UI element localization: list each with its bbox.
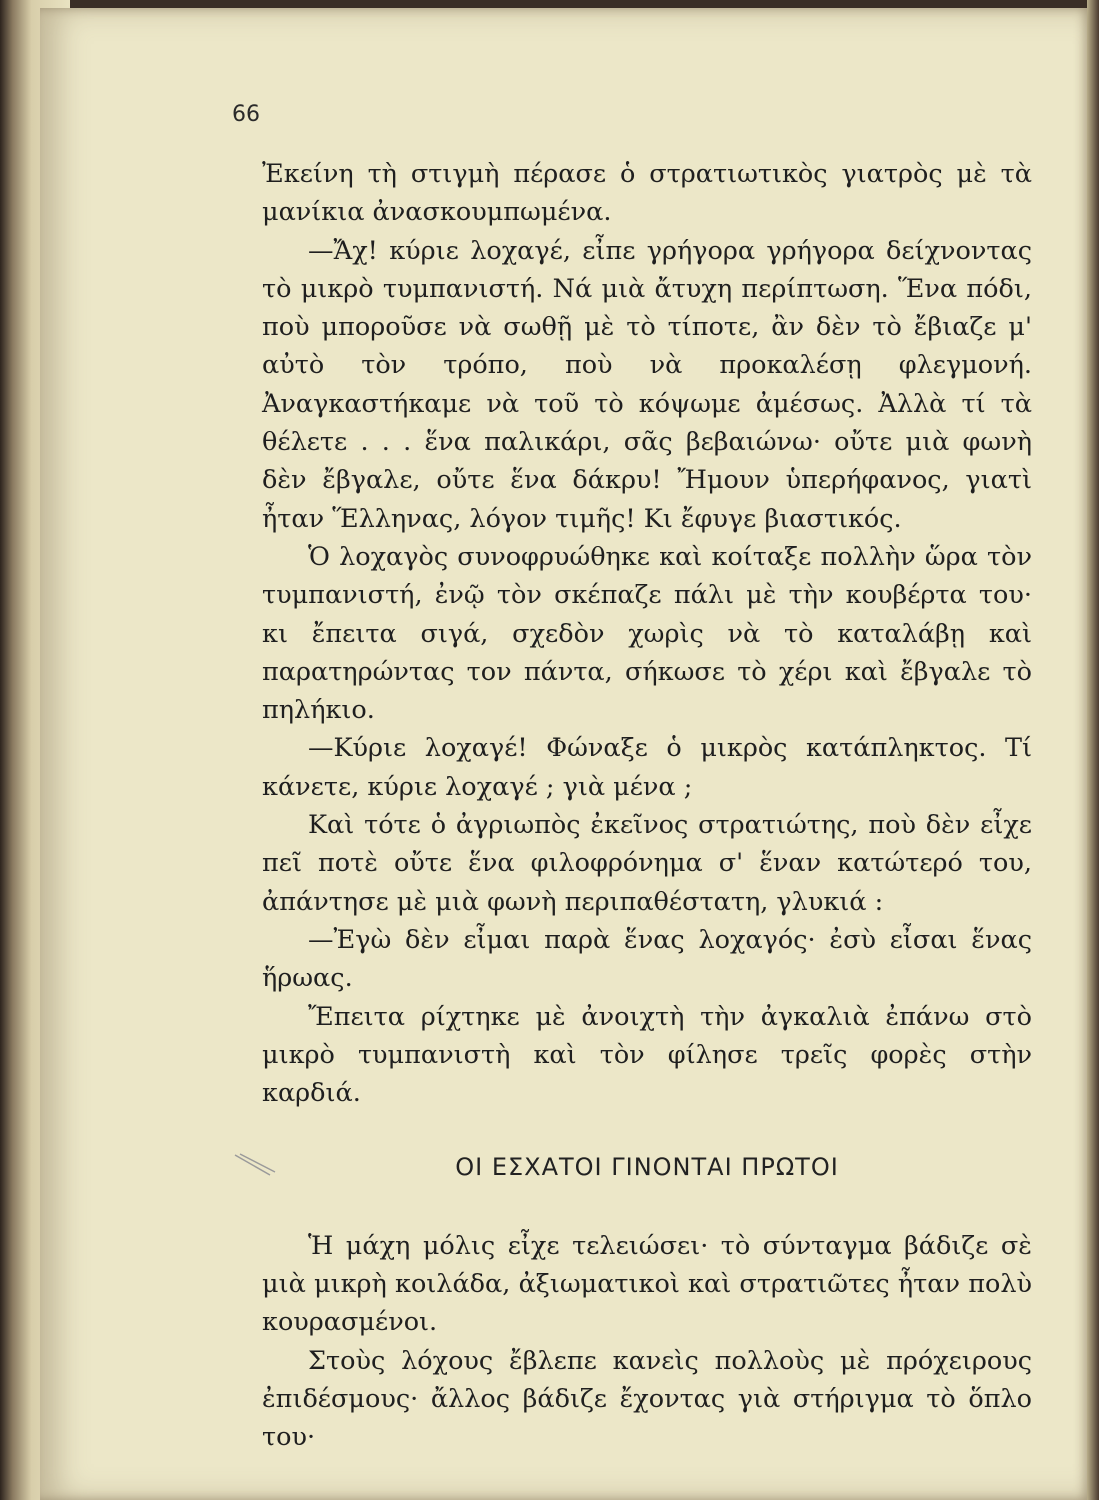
paragraph: —Ἐγὼ δὲν εἶμαι παρὰ ἕνας λοχαγός· ἐσὺ εἶσαι ἕνας ἥρωας. [262, 924, 1032, 994]
paragraph: Ἐκείνη τὴ στιγμὴ πέρασε ὁ στρατιωτικὸς γιατρὸς μὲ τὰ μανίκια ἀνασκουμπωμένα. [262, 159, 1032, 228]
paragraph: —Ἄχ! κύριε λοχαγέ, εἶπε γρήγορα γρήγορα δείχνοντας τὸ μικρὸ τυμπανιστή. Νά μιὰ ἄτυχη περίπτωση. Ἕνα πόδι, ποὺ μποροῦσε νὰ σωθῇ μὲ τὸ τίποτε, ἂν δὲν τὸ ἔβιαζε μ' αὐτὸ τὸν τρόπο, ποὺ νὰ προκαλέσῃ φλεγμονή. Ἀναγκαστήκαμε νὰ τοῦ τὸ κόψωμε ἀμέσως. Ἀλλὰ τί τὰ θέλετε . . . ἕνα παλικάρι, σᾶς βεβαιώνω· οὔτε μιὰ φωνὴ δὲν ἔβγαλε, οὔτε ἕνα δάκρυ! Ἤμουν ὑπερήφανος, γιατὶ ἦταν Ἕλληνας, λόγον τιμῆς! Κι ἔφυγε βιαστικός. [262, 235, 1032, 534]
paragraph: Ἔπειτα ρίχτηκε μὲ ἀνοιχτὴ τὴν ἀγκαλιὰ ἐπάνω στὸ μικρὸ τυμπανιστὴ καὶ τὸν φίλησε τρεῖς φορὲς στὴν καρδιά. [262, 1001, 1032, 1109]
paragraph: Ὁ λοχαγὸς συνοφρυώθηκε καὶ κοίταξε πολλὴν ὥρα τὸν τυμπανιστή, ἐνῷ τὸν σκέπαζε πάλι μὲ τὴν κουβέρτα του· κι ἔπειτα σιγά, σχεδὸν χωρὶς νὰ τὸ καταλάβῃ καὶ παρατηρώντας τον πάντα, σήκωσε τὸ χέρι καὶ ἔβγαλε τὸ πηλήκιο. [262, 541, 1032, 726]
paragraph: Ἡ μάχη μόλις εἶχε τελειώσει· τὸ σύνταγμα βάδιζε σὲ μιὰ μικρὴ κοιλάδα, ἀξιωματικοὶ καὶ στρατιῶτες ἦταν πολὺ κουρασμένοι. [262, 1230, 1032, 1338]
body-text [262, 155, 1032, 1457]
paragraph: —Κύριε λοχαγέ! Φώναξε ὁ μικρὸς κατάπληκτος. Τί κάνετε, κύριε λοχαγέ ; γιὰ μένα ; [262, 733, 1032, 802]
section-heading: ΟΙ ΕΣΧΑΤΟΙ ΓΙΝΟΝΤΑΙ ΠΡΩΤΟΙ [455, 1153, 839, 1182]
page-right-edge [1087, 0, 1099, 1500]
page-number: 66 [232, 102, 260, 127]
paragraph: Στοὺς λόχους ἔβλεπε κανεὶς πολλοὺς μὲ πρόχειρους ἐπιδέσμους· ἄλλος βάδιζε ἔχοντας γιὰ στήριγμα τὸ ὅπλο του· [262, 1345, 1032, 1453]
paragraph: Καὶ τότε ὁ ἀγριωπὸς ἐκεῖνος στρατιώτης, ποὺ δὲν εἶχε πεῖ ποτὲ οὔτε ἕνα φιλοφρόνημα σ' ἕναν κατώτερό του, ἀπάντησε μὲ μιὰ φωνὴ περιπαθέστατη, γλυκιά : [262, 810, 1032, 917]
